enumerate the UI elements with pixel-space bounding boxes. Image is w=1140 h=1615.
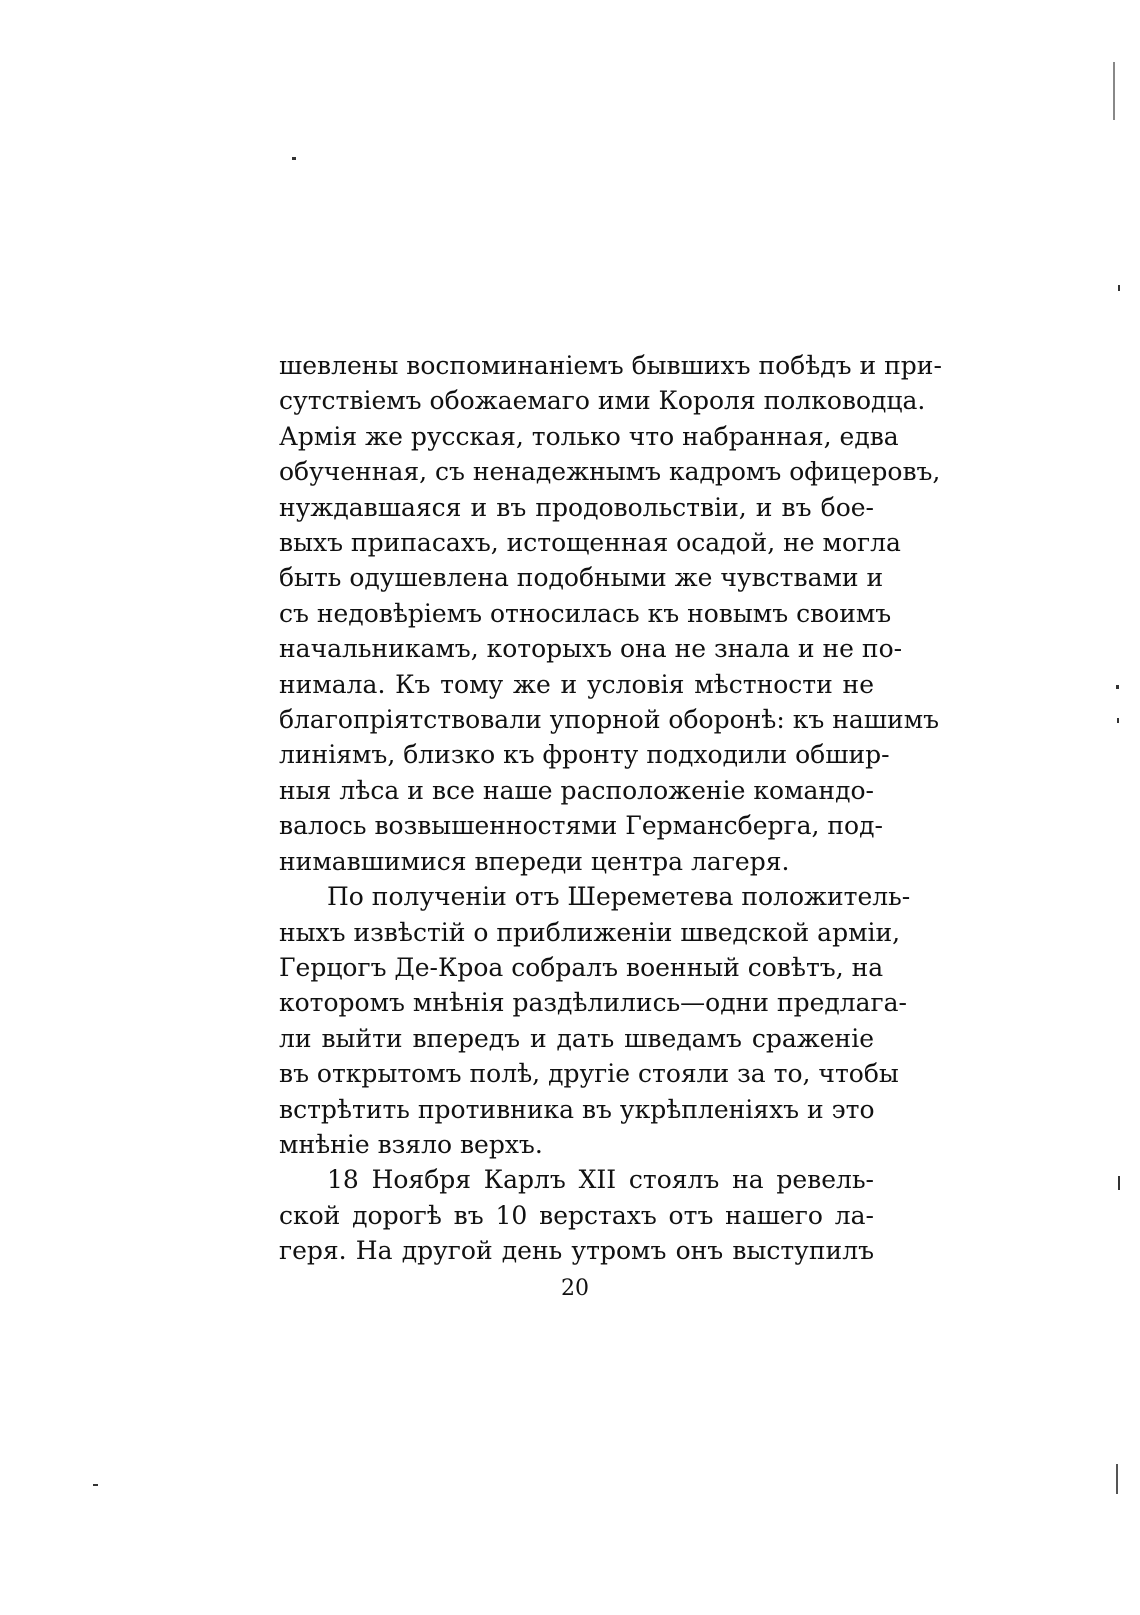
text-line: сутствiемъ обожаемаго ими Короля полководца. [279, 386, 926, 416]
text-line: шевлены воспоминанiемъ бывшихъ побѣдъ и при- [279, 351, 942, 380]
text-line: ныя лѣса и все наше расположенiе командо- [279, 775, 874, 805]
body-text [279, 348, 942, 1269]
scan-speck [1113, 62, 1115, 120]
text-line: ской дорогѣ въ 10 верстахъ отъ нашего ла- [279, 1200, 874, 1230]
text-line: начальникамъ, которыхъ она не знала и не по- [279, 634, 903, 664]
text-line: съ недовѣрiемъ относилась къ новымъ своимъ [279, 598, 892, 628]
scan-speck [292, 157, 296, 160]
scan-speck [1116, 1464, 1118, 1494]
text-line: По полученiи отъ Шереметева положитель- [327, 882, 911, 912]
text-line: быть одушевлена подобными же чувствами и [279, 563, 884, 593]
text-line: Герцогъ Де-Кроа собралъ военный совѣтъ, на [279, 952, 884, 982]
text-line: линiямъ, близко къ фронту подходили обшир- [279, 740, 890, 770]
text-line: ли выйти впередъ и дать шведамъ сраженiе [279, 1023, 874, 1053]
text-line: которомъ мнѣнiя раздѣлились—одни предлага- [279, 988, 907, 1018]
text-line: мнѣнiе взяло верхъ. [279, 1129, 543, 1159]
text-line: геря. На другой день утромъ онъ выступилъ [279, 1236, 874, 1266]
scan-speck [1118, 285, 1120, 291]
text-line: выхъ припасахъ, истощенная осадой, не могла [279, 528, 901, 558]
scan-speck [1117, 718, 1119, 723]
scan-speck [1118, 1176, 1120, 1190]
text-line: встрѣтить противника въ укрѣпленiяхъ и это [279, 1094, 875, 1124]
text-line: благопрiятствовали упорной оборонѣ: къ нашимъ [279, 705, 940, 735]
text-line: обученная, съ ненадежнымъ кадромъ офицеровъ, [279, 457, 941, 487]
page-number: 20 [561, 1276, 589, 1301]
text-line: нимавшимися впереди центра лагеря. [279, 846, 790, 876]
text-line: валось возвышенностями Германсберга, под- [279, 811, 883, 841]
scan-speck [1116, 685, 1119, 689]
text-line: ныхъ извѣстiй о приближенiи шведской армiи, [279, 917, 901, 947]
text-line: въ открытомъ полѣ, другiе стояли за то, чтобы [279, 1059, 899, 1089]
scan-speck [93, 1484, 98, 1486]
text-line: нуждавшаяся и въ продовольствiи, и въ бое- [279, 492, 874, 522]
text-line: 18 Ноября Карлъ XII стоялъ на ревель- [327, 1165, 874, 1195]
text-line: Армiя же русская, только что набранная, едва [279, 421, 899, 451]
text-line: нимала. Къ тому же и условiя мѣстности не [279, 669, 874, 699]
